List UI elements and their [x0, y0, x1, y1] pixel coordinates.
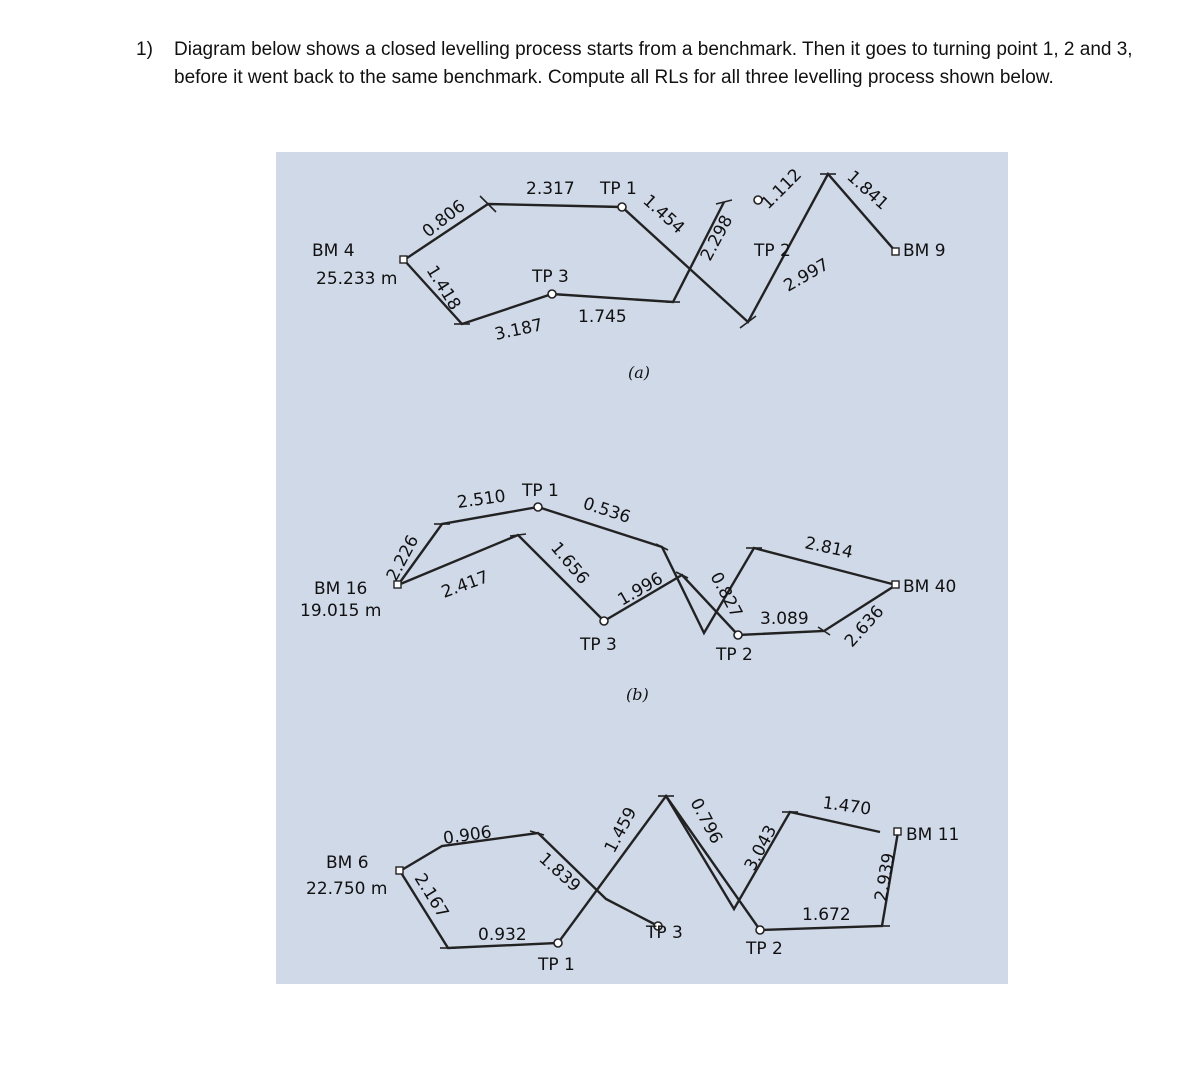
staff-reading: 1.459: [600, 803, 642, 857]
staff-reading: 3.043: [740, 821, 782, 875]
bm-rl: 19.015 m: [300, 601, 382, 621]
tp-label: TP 1: [538, 955, 575, 975]
bm-label: BM 16: [314, 579, 368, 599]
staff-reading: 3.187: [492, 315, 545, 345]
staff-reading: 1.656: [546, 538, 593, 589]
staff-reading: 2.317: [526, 179, 575, 199]
staff-reading: 0.906: [441, 822, 493, 849]
staff-reading: 2.298: [696, 211, 738, 265]
diagram-b-tick: [510, 534, 526, 536]
staff-reading: 2.226: [382, 531, 424, 585]
benchmark-marker: [396, 867, 403, 874]
staff-reading: 0.806: [418, 196, 470, 242]
diagram-b: [300, 481, 956, 704]
diagram-a: [312, 165, 946, 382]
staff-reading: 1.454: [638, 190, 689, 239]
staff-reading: 2.167: [409, 870, 453, 922]
staff-reading: 1.839: [534, 848, 585, 897]
turning-point-marker: [756, 926, 764, 934]
staff-reading: 0.536: [580, 493, 633, 528]
bm-label: BM 9: [903, 241, 946, 261]
bm-rl: 25.233 m: [316, 269, 398, 289]
staff-reading: 1.841: [842, 166, 893, 215]
diagram-c-route-1: [400, 796, 880, 948]
bm-label: BM 11: [906, 825, 960, 845]
tp-label: TP 1: [522, 481, 559, 501]
staff-reading: 1.672: [802, 905, 851, 925]
turning-point-marker: [554, 939, 562, 947]
bm-label: BM 40: [903, 577, 957, 597]
staff-reading: 1.112: [757, 164, 806, 214]
staff-reading: 0.827: [705, 568, 747, 622]
tp-label: TP 3: [580, 635, 617, 655]
turning-point-marker: [600, 617, 608, 625]
benchmark-marker: [400, 256, 407, 263]
diagram-c: [306, 793, 959, 975]
tp-label: TP 3: [646, 923, 683, 943]
staff-reading: 2.814: [802, 533, 855, 564]
staff-reading: 0.796: [685, 794, 727, 848]
diagram-b-route-1: [398, 507, 896, 633]
levelling-figure: [276, 152, 1008, 984]
staff-reading: 1.745: [578, 307, 627, 327]
staff-reading: 0.932: [478, 925, 527, 945]
staff-reading: 2.997: [780, 254, 833, 297]
staff-reading: 2.636: [840, 601, 889, 652]
benchmark-marker: [892, 581, 899, 588]
staff-reading: 1.470: [821, 793, 873, 820]
benchmark-marker: [892, 248, 899, 255]
staff-reading: 3.089: [760, 609, 809, 629]
turning-point-marker: [534, 503, 542, 511]
turning-point-marker: [618, 203, 626, 211]
question-text: Diagram below shows a closed levelling process starts from a benchmark. Then it goes to turning point 1, 2 and 3, before it went back to the same benchmark. Compute all RLs for all three levelling process shown below.: [174, 39, 1133, 88]
question-number: 1): [136, 39, 153, 60]
diagram-caption: (b): [626, 685, 649, 704]
tp-label: TP 1: [600, 179, 637, 199]
staff-reading: 1.418: [421, 262, 465, 314]
staff-reading: 1.996: [614, 568, 667, 611]
benchmark-marker: [894, 828, 901, 835]
bm-label: BM 6: [326, 853, 369, 873]
turning-point-marker: [548, 290, 556, 298]
staff-reading: 2.417: [438, 567, 492, 603]
turning-point-marker: [734, 631, 742, 639]
staff-reading: 2.939: [871, 851, 900, 903]
staff-reading: 2.510: [455, 486, 507, 513]
tp-label: TP 2: [746, 939, 783, 959]
tp-label: TP 2: [716, 645, 753, 665]
diagram-caption: (a): [628, 363, 651, 382]
levelling-diagrams: [276, 152, 1008, 984]
tp-label: TP 3: [532, 267, 569, 287]
tp-label: TP 2: [754, 241, 791, 261]
bm-rl: 22.750 m: [306, 879, 388, 899]
bm-label: BM 4: [312, 241, 355, 261]
